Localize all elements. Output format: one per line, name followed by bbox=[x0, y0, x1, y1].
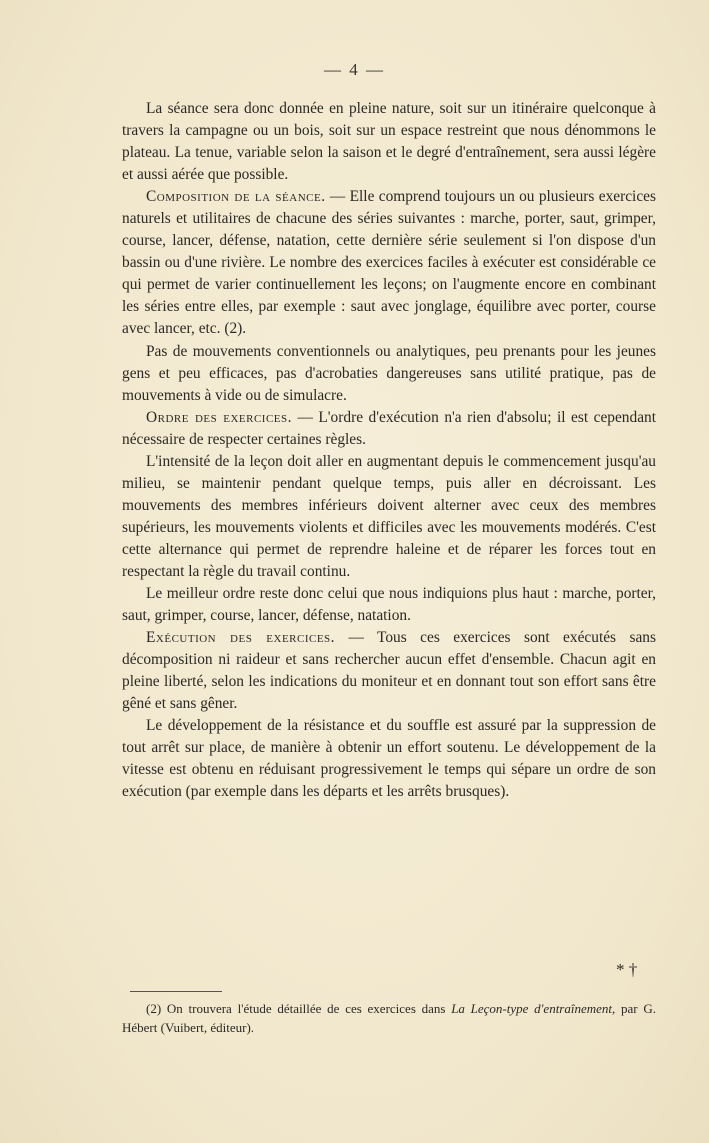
paragraph bbox=[122, 407, 656, 451]
footnote-book-title: La Leçon-type d'entraînement bbox=[451, 1001, 613, 1016]
body-text bbox=[122, 98, 656, 804]
paragraph-text: — Tous ces exercices sont exécutés sans décomposition ni raideur et sans rechercher aucun effet d'ensemble. Chacun agit en pleine liberté, selon les indications du moniteur et en donnant tout son effort sans être gêné et sans gêner. bbox=[122, 629, 656, 713]
section-heading: Composition de la séance. bbox=[146, 188, 326, 206]
section-heading: Exécution des exercices. bbox=[146, 629, 336, 647]
paragraph-text: L'intensité de la leçon doit aller en augmentant depuis le commencement jusqu'au milieu, se maintenir pendant quelque temps, puis aller en décroissant. Les mouvements des membres inférieurs doivent alterner avec ceux des membres supérieurs, les mouvements violents et difficiles avec les mouvements modérés. C'est cette alternance qui permet de reprendre haleine et de réparer les forces tout en respectant la règle du travail continu. bbox=[122, 452, 656, 580]
footnote bbox=[122, 999, 656, 1037]
paragraph bbox=[122, 341, 656, 407]
paragraph bbox=[122, 451, 656, 583]
section-heading: Ordre des exercices. bbox=[146, 408, 292, 426]
paragraph bbox=[122, 627, 656, 715]
paragraph bbox=[122, 583, 656, 627]
page-number: — 4 — bbox=[324, 60, 385, 79]
footnote-tail: , par G. Hébert (Vuibert, éditeur). bbox=[122, 1001, 656, 1035]
paragraph bbox=[122, 715, 656, 803]
footnote-text bbox=[122, 999, 656, 1037]
footnote-lead: (2) On trouvera l'étude détaillée de ces exercices dans bbox=[146, 1001, 452, 1016]
paragraph-text: Pas de mouvements conventionnels ou analytiques, peu prenants pour les jeunes gens et peu efficaces, pas d'acrobaties dangereuses sans utilité pratique, pas de mouvements à vide ou de simulacre. bbox=[122, 342, 656, 404]
paragraph-text: Le développement de la résistance et du souffle est assuré par la suppression de tout arrêt sur place, de manière à obtenir un effort soutenu. Le développement de la vitesse est obtenu en réduisant progressivement le temps qui sépare un ordre de son exécution (par exemple dans les départs et les arrêts brusques). bbox=[122, 717, 656, 801]
paragraph-text: — L'ordre d'exécution n'a rien d'absolu; il est cependant nécessaire de respecter certaines règles. bbox=[122, 408, 656, 448]
paragraph-text: La séance sera donc donnée en pleine nature, soit sur un itinéraire quelconque à travers la campagne ou un bois, soit sur un espace restreint que nous dénommons le plateau. La tenue, variable selon la saison et le degré d'entraînement, sera aussi légère et aussi aérée que possible. bbox=[122, 100, 656, 184]
footnote-divider bbox=[130, 991, 222, 992]
paragraph-text: Le meilleur ordre reste donc celui que nous indiquions plus haut : marche, porter, saut, grimper, course, lancer, défense, natation. bbox=[122, 585, 656, 625]
paragraph-text: — Elle comprend toujours un ou plusieurs exercices naturels et utilitaires de chacune des séries suivantes : marche, porter, saut, grimper, course, lancer, défense, natation, cette dernière série seulement si l'on dispose d'un bassin ou d'une rivière. Le nombre des exercices faciles à exécuter est considérable ce qui permet de varier continuellement les leçons; on l'augmente encore en combinant les séries entre elles, par exemple : saut avec jonglage, équilibre avec porter, course avec lancer, etc. (2). bbox=[122, 188, 656, 338]
signature-mark: * † bbox=[616, 960, 638, 979]
paragraph bbox=[122, 98, 656, 186]
paragraph bbox=[122, 186, 656, 340]
